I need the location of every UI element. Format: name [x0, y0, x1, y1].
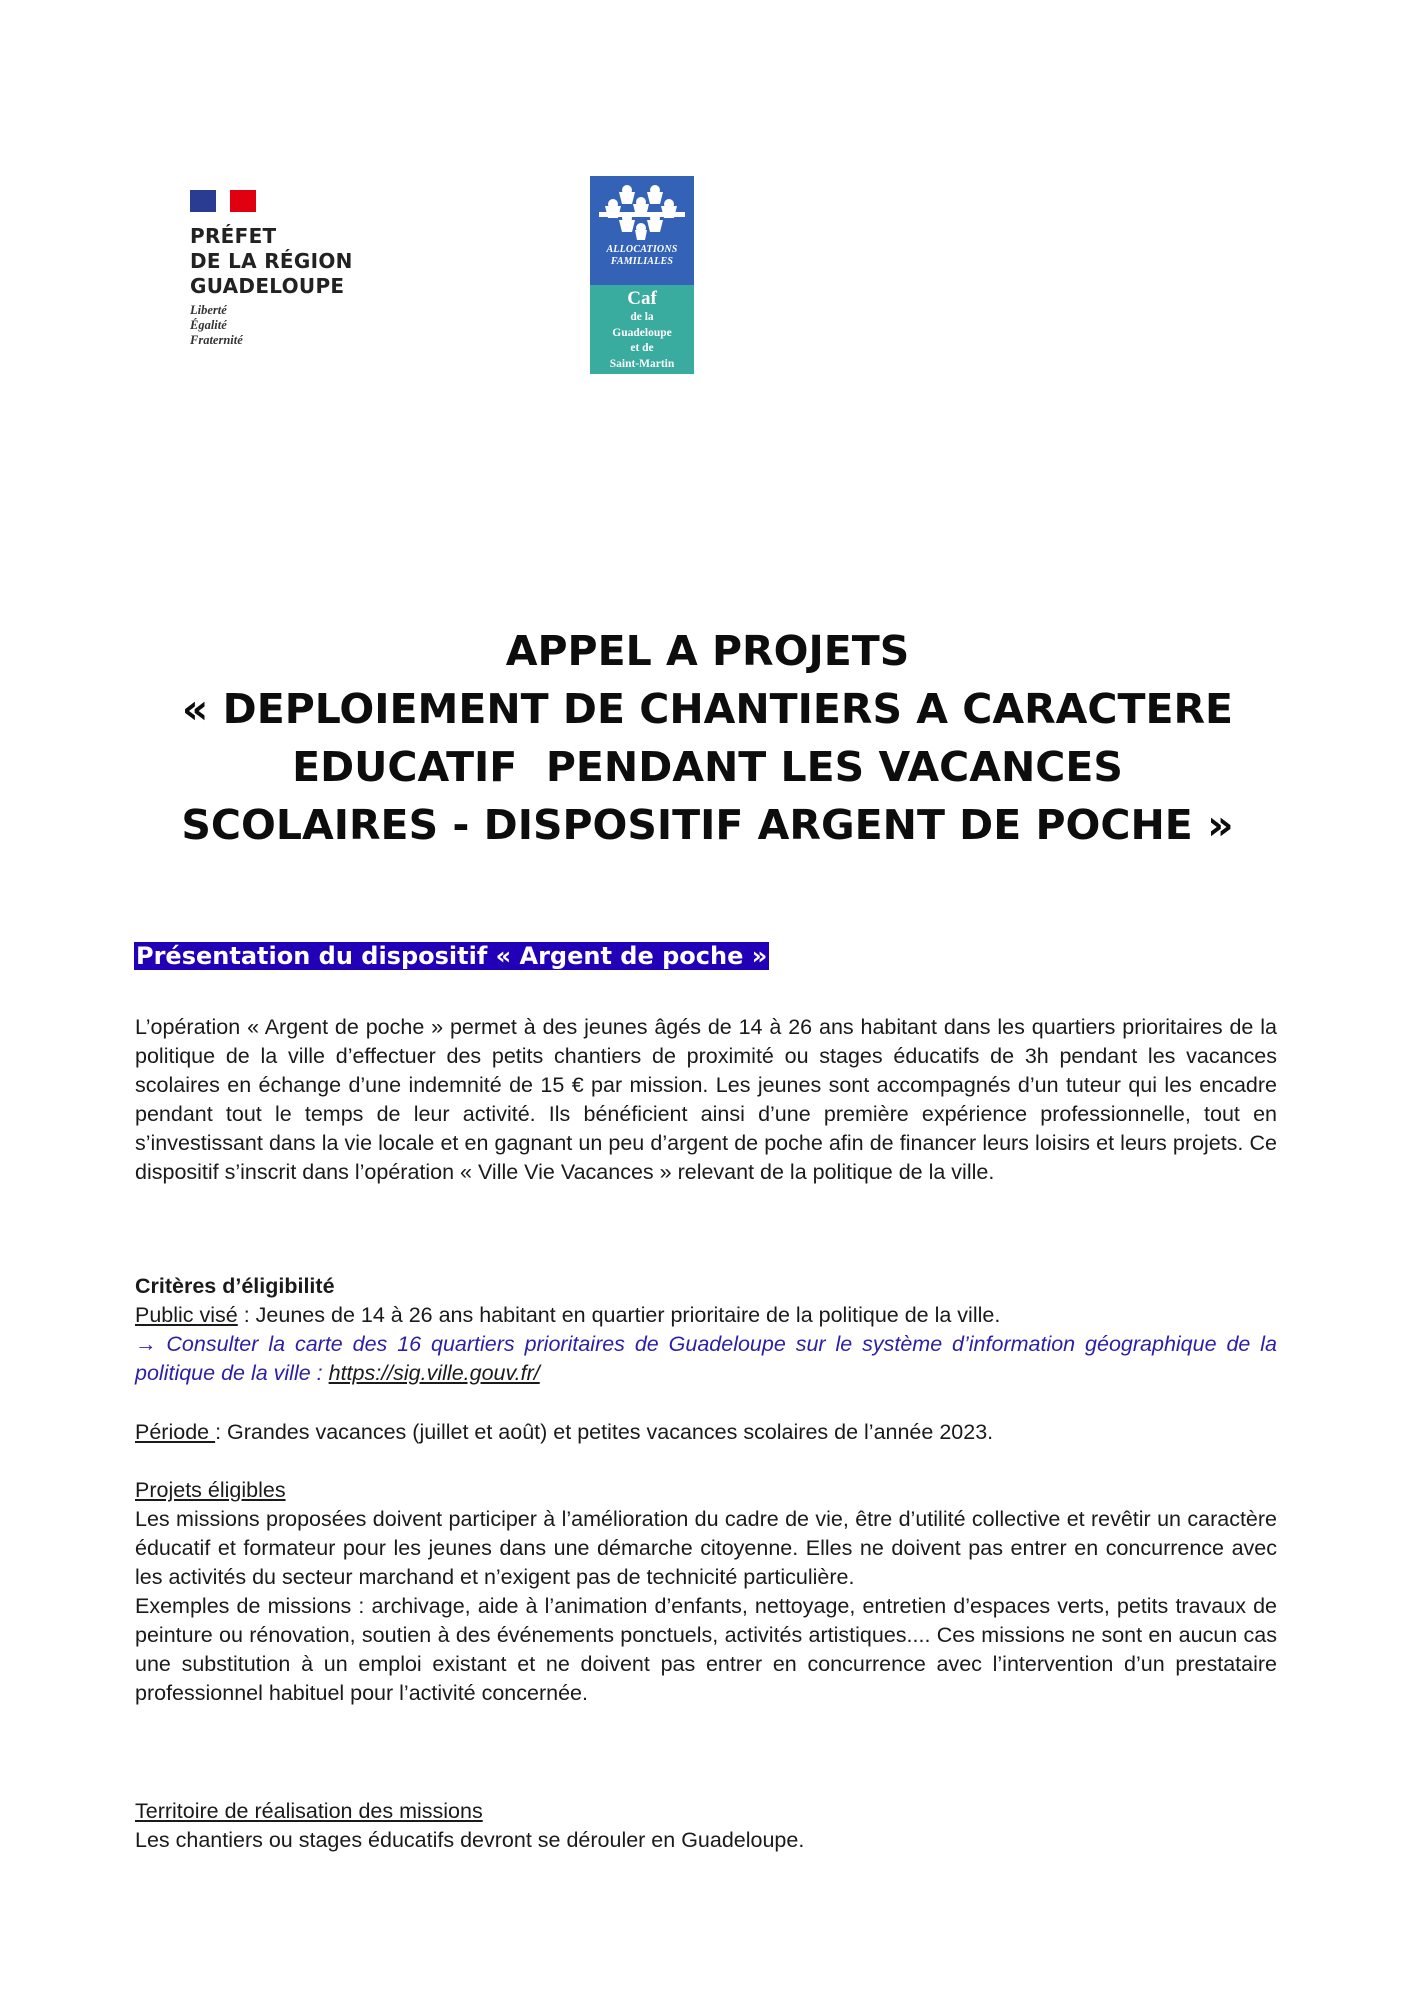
- projets-paragraph-2: Exemples de missions : archivage, aide à l’animation d’enfants, nettoyage, entretien d’espaces verts, petits travaux de peinture ou rénovation, soutien à des événements ponctuels, activités artistiques.... Ces missions ne sont en aucun cas une substitution à un emploi existant et ne doivent pas entrer en concurrence avec l’intervention d’un prestataire professionnel habituel pour l’activité concernée.: [135, 1594, 1277, 1705]
- map-link-line: → Consulter la carte des 16 quartiers prioritaires de Guadeloupe sur le système d’information géographique de la politique de la ville : https://sig.ville.gouv.fr/: [135, 1332, 1277, 1385]
- criteria-heading: Critères d’éligibilité: [135, 1274, 335, 1298]
- caf-logo-bottom: Caf de la Guadeloupe et de Saint-Martin: [590, 285, 694, 374]
- marianne-flag-icon: [190, 190, 256, 212]
- public-line: Public visé : Jeunes de 14 à 26 ans habitant en quartier prioritaire de la politique de la ville.: [135, 1303, 1001, 1327]
- caf-logo: [590, 176, 694, 374]
- family-figures-icon: [590, 176, 694, 244]
- prefet-logo: [190, 190, 390, 348]
- projets-heading: Projets éligibles: [135, 1478, 286, 1502]
- sig-ville-link[interactable]: https://sig.ville.gouv.fr/: [328, 1361, 540, 1385]
- periode-label: Période: [135, 1420, 216, 1444]
- public-label: Public visé: [135, 1303, 238, 1327]
- caf-logo-top: [590, 176, 694, 285]
- criteria-section: [135, 1272, 1277, 1388]
- caf-tagline: ALLOCATIONS FAMILIALES: [606, 244, 678, 267]
- prefet-motto: Liberté Égalité Fraternité: [190, 303, 243, 347]
- document-title: APPEL A PROJETS « DEPLOIEMENT DE CHANTIERS A CARACTERE EDUCATIF PENDANT LES VACANCES SCOLAIRES - DISPOSITIF ARGENT DE POCHE »: [181, 627, 1234, 849]
- territoire-section: [135, 1797, 1277, 1855]
- section-heading-text: Présentation du dispositif « Argent de poche »: [136, 942, 768, 970]
- intro-paragraph: L’opération « Argent de poche » permet à des jeunes âgés de 14 à 26 ans habitant dans les quartiers prioritaires de la politique de la ville d’effectuer des petits chantiers de proximité ou stages éducatifs de 3h pendant les vacances scolaires en échange d’une indemnité de 15 € par mission. Les jeunes sont accompagnés d’un tuteur qui les encadre pendant tout le temps de leur activité. Ils bénéficient ainsi d’une première expérience professionnelle, tout en s’investissant dans la vie locale et en gagnant un peu d’argent de poche afin de financer leurs loisirs et leurs projets. Ce dispositif s’inscrit dans l’opération « Ville Vie Vacances » relevant de la politique de la ville.: [135, 1015, 1277, 1184]
- territoire-heading: Territoire de réalisation des missions: [135, 1799, 483, 1823]
- section-heading: [134, 940, 769, 972]
- territoire-text: Les chantiers ou stages éducatifs devront se dérouler en Guadeloupe.: [135, 1828, 805, 1852]
- periode-section: Période : Grandes vacances (juillet et août) et petites vacances scolaires de l’année 2023.: [135, 1420, 994, 1444]
- projets-paragraph-1: Les missions proposées doivent participer à l’amélioration du cadre de vie, être d’utilité collective et revêtir un caractère éducatif et formateur pour les jeunes dans une démarche citoyenne. Elles ne doivent pas entrer en concurrence avec les activités du secteur marchand et n’exigent pas de technicité particulière.: [135, 1507, 1277, 1589]
- projets-section: [135, 1476, 1277, 1708]
- prefet-title: PRÉFET DE LA RÉGION GUADELOUPE: [190, 224, 353, 298]
